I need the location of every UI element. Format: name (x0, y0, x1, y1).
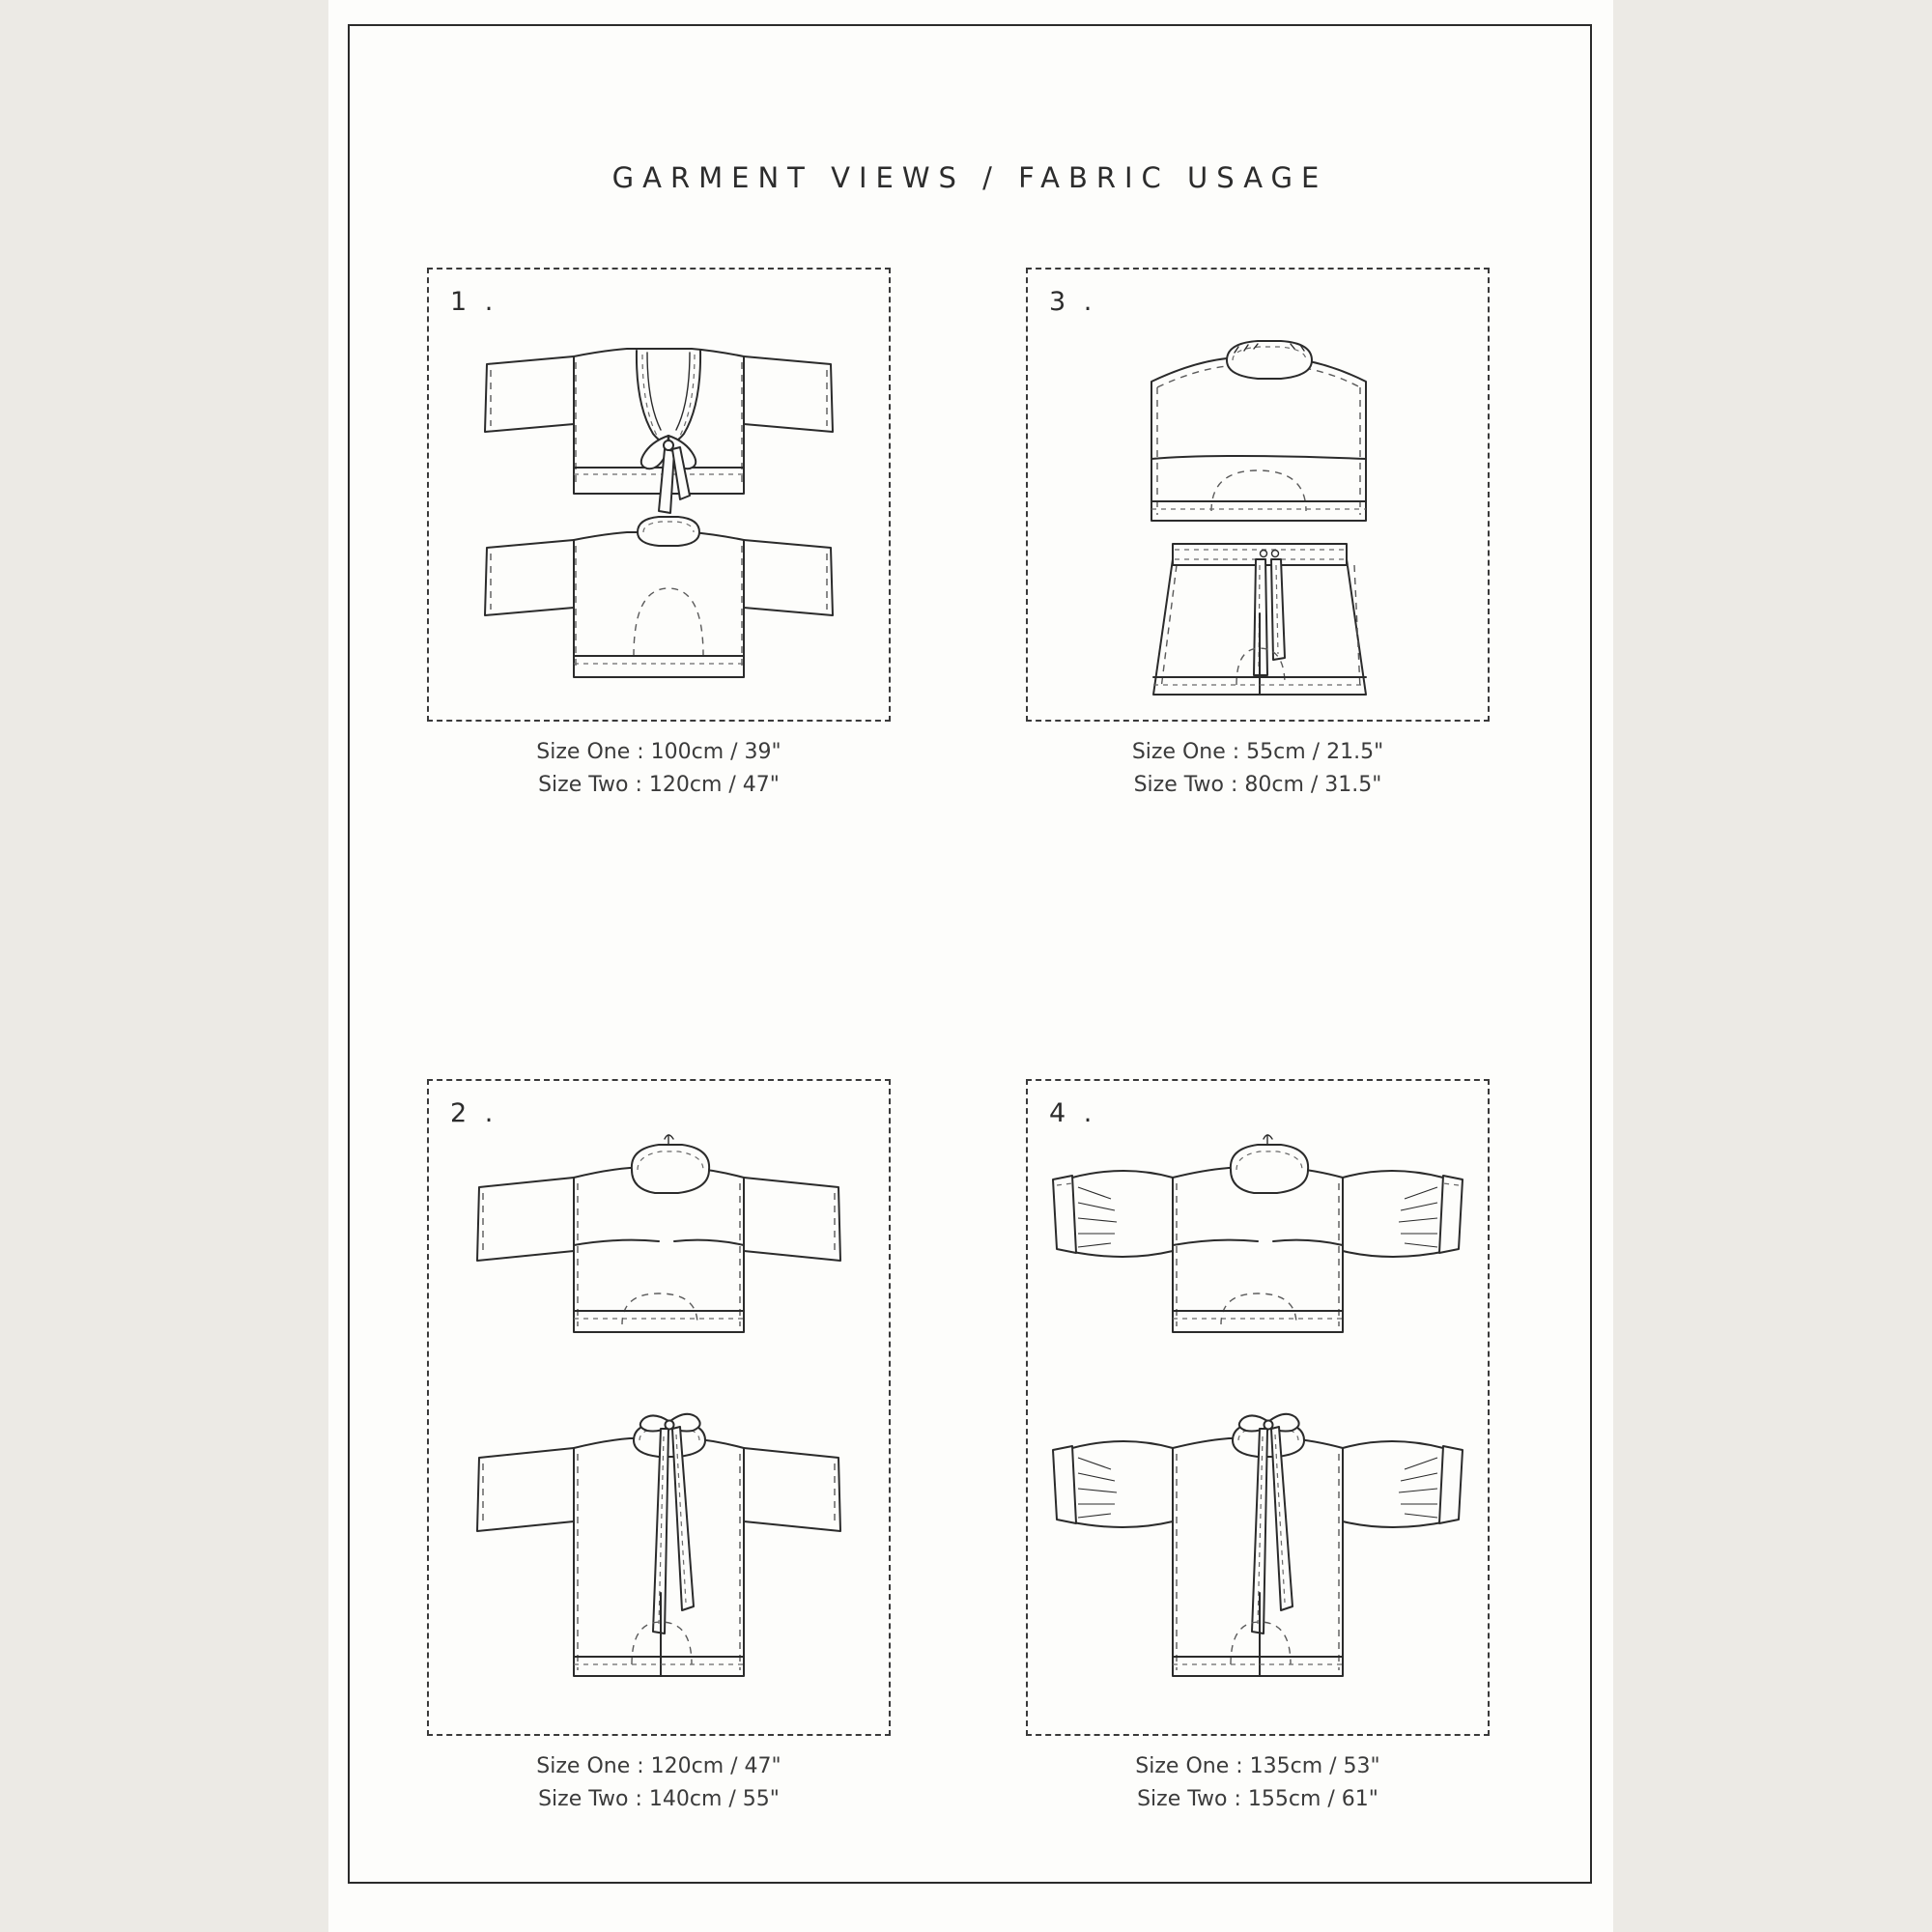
panel-two-illustration (429, 1081, 889, 1734)
long-tunic-back (477, 1414, 840, 1676)
panel-one-caption (427, 736, 891, 802)
panel-three-illustration (1028, 270, 1488, 720)
panel-one-size-one: Size One : 100cm / 39" (536, 740, 781, 764)
pattern-sheet (348, 24, 1592, 1884)
panel-four-caption (1026, 1750, 1490, 1816)
panel-one (427, 268, 891, 722)
wrap-top-back (485, 517, 833, 677)
tie-waist-skirt (1153, 544, 1366, 695)
collared-top-front (477, 1135, 840, 1332)
panel-four-number: 4 . (1049, 1098, 1097, 1128)
gathered-sleeve-tunic (1053, 1414, 1463, 1676)
panel-four-illustration (1028, 1081, 1488, 1734)
panel-two-size-one: Size One : 120cm / 47" (536, 1754, 781, 1778)
panel-three-caption (1026, 736, 1490, 802)
panel-three-number: 3 . (1049, 287, 1097, 317)
panel-two-size-two: Size Two : 140cm / 55" (538, 1787, 780, 1811)
page-title: GARMENT VIEWS / FABRIC USAGE (611, 161, 1328, 194)
panel-three (1026, 268, 1490, 722)
wrap-top-front (485, 349, 833, 513)
page-background (328, 0, 1613, 1932)
panel-four (1026, 1079, 1490, 1736)
panel-two (427, 1079, 891, 1736)
sleeveless-top (1151, 341, 1366, 521)
panel-three-size-two: Size Two : 80cm / 31.5" (1133, 773, 1382, 797)
panel-four-size-one: Size One : 135cm / 53" (1135, 1754, 1380, 1778)
panel-one-illustration (429, 270, 889, 720)
panel-two-caption (427, 1750, 891, 1816)
panel-three-size-one: Size One : 55cm / 21.5" (1131, 740, 1384, 764)
panel-four-size-two: Size Two : 155cm / 61" (1137, 1787, 1378, 1811)
gathered-sleeve-top (1053, 1135, 1463, 1332)
panel-one-number: 1 . (450, 287, 498, 317)
panel-two-number: 2 . (450, 1098, 498, 1128)
panel-one-size-two: Size Two : 120cm / 47" (538, 773, 780, 797)
